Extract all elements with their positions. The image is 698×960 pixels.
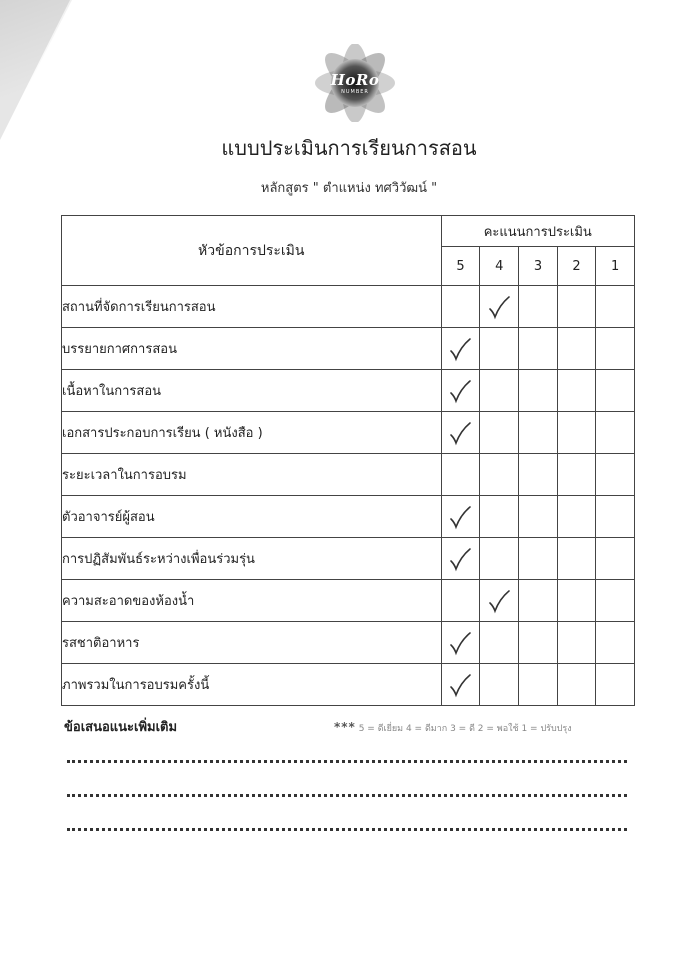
score-cell-4[interactable] (480, 538, 519, 580)
score-cell-1[interactable] (596, 370, 635, 412)
evaluation-item-label: ความสะอาดของห้องน้ำ (62, 580, 442, 622)
table-row (62, 412, 635, 454)
score-cell-4[interactable] (480, 328, 519, 370)
table-row (62, 454, 635, 496)
score-cell-4[interactable] (480, 622, 519, 664)
table-row (62, 538, 635, 580)
table-row (62, 370, 635, 412)
checkmark-icon (447, 630, 473, 656)
score-cell-5[interactable] (441, 454, 480, 496)
evaluation-item-label: สถานที่จัดการเรียนการสอน (62, 286, 442, 328)
score-column-2: 2 (557, 247, 596, 286)
evaluation-table (61, 215, 635, 706)
score-cell-5[interactable] (441, 580, 480, 622)
topic-column-header: หัวข้อการประเมิน (62, 216, 442, 286)
legend-stars: *** (334, 720, 356, 734)
score-cell-2[interactable] (557, 328, 596, 370)
table-row (62, 622, 635, 664)
logo-text: HoRo (330, 71, 380, 89)
score-cell-2[interactable] (557, 496, 596, 538)
score-cell-2[interactable] (557, 412, 596, 454)
score-cell-1[interactable] (596, 538, 635, 580)
score-cell-3[interactable] (519, 580, 558, 622)
score-cell-2[interactable] (557, 580, 596, 622)
score-cell-2[interactable] (557, 370, 596, 412)
remarks-line-1 (67, 760, 627, 763)
evaluation-item-label: ระยะเวลาในการอบรม (62, 454, 442, 496)
score-cell-3[interactable] (519, 286, 558, 328)
score-column-5: 5 (441, 247, 480, 286)
table-row (62, 664, 635, 706)
score-cell-2[interactable] (557, 622, 596, 664)
score-cell-5[interactable] (441, 286, 480, 328)
table-row (62, 580, 635, 622)
evaluation-item-label: การปฏิสัมพันธ์ระหว่างเพื่อนร่วมรุ่น (62, 538, 442, 580)
score-cell-4[interactable] (480, 580, 519, 622)
score-legend (334, 720, 572, 735)
table-row (62, 496, 635, 538)
score-cell-4[interactable] (480, 664, 519, 706)
score-cell-3[interactable] (519, 538, 558, 580)
score-cell-4[interactable] (480, 370, 519, 412)
score-cell-4[interactable] (480, 412, 519, 454)
checkmark-icon (447, 420, 473, 446)
score-cell-4[interactable] (480, 286, 519, 328)
score-cell-3[interactable] (519, 664, 558, 706)
evaluation-item-label: ภาพรวมในการอบรมครั้งนี้ (62, 664, 442, 706)
score-column-1: 1 (596, 247, 635, 286)
checkmark-icon (447, 336, 473, 362)
score-cell-5[interactable] (441, 328, 480, 370)
logo-subtext: NUMBER (341, 89, 369, 95)
legend-text: 5 = ดีเยี่ยม 4 = ดีมาก 3 = ดี 2 = พอใช้ 1 = ปรับปรุง (358, 724, 572, 734)
score-cell-1[interactable] (596, 580, 635, 622)
table-row (62, 286, 635, 328)
checkmark-icon (447, 672, 473, 698)
score-cell-2[interactable] (557, 454, 596, 496)
score-cell-3[interactable] (519, 370, 558, 412)
score-cell-1[interactable] (596, 328, 635, 370)
score-cell-3[interactable] (519, 412, 558, 454)
score-column-3: 3 (519, 247, 558, 286)
table-row (62, 328, 635, 370)
remarks-line-2 (67, 794, 627, 797)
checkmark-icon (486, 294, 512, 320)
remarks-label: ข้อเสนอแนะเพิ่มเติม (64, 720, 178, 735)
evaluation-item-label: บรรยายกาศการสอน (62, 328, 442, 370)
score-cell-2[interactable] (557, 538, 596, 580)
checkmark-icon (447, 504, 473, 530)
score-cell-5[interactable] (441, 496, 480, 538)
score-cell-1[interactable] (596, 286, 635, 328)
horo-number-logo (313, 44, 397, 122)
score-column-4: 4 (480, 247, 519, 286)
score-cell-2[interactable] (557, 664, 596, 706)
score-cell-1[interactable] (596, 412, 635, 454)
evaluation-item-label: เนื้อหาในการสอน (62, 370, 442, 412)
checkmark-icon (447, 378, 473, 404)
score-cell-3[interactable] (519, 496, 558, 538)
score-cell-3[interactable] (519, 622, 558, 664)
score-cell-5[interactable] (441, 538, 480, 580)
score-cell-3[interactable] (519, 328, 558, 370)
evaluation-item-label: ตัวอาจารย์ผู้สอน (62, 496, 442, 538)
score-cell-1[interactable] (596, 664, 635, 706)
score-cell-3[interactable] (519, 454, 558, 496)
score-cell-5[interactable] (441, 370, 480, 412)
score-cell-5[interactable] (441, 412, 480, 454)
score-cell-2[interactable] (557, 286, 596, 328)
score-column-header: คะแนนการประเมิน (441, 216, 634, 247)
course-subtitle: หลักสูตร " ตำแหน่ง ทศวิวัฒน์ " (260, 181, 438, 196)
score-cell-5[interactable] (441, 664, 480, 706)
score-cell-1[interactable] (596, 454, 635, 496)
checkmark-icon (486, 588, 512, 614)
score-cell-5[interactable] (441, 622, 480, 664)
document-title: แบบประเมินการเรียนการสอน (221, 136, 477, 160)
score-cell-4[interactable] (480, 454, 519, 496)
score-cell-4[interactable] (480, 496, 519, 538)
remarks-line-3 (67, 828, 627, 831)
score-cell-1[interactable] (596, 622, 635, 664)
evaluation-item-label: เอกสารประกอบการเรียน ( หนังสือ ) (62, 412, 442, 454)
evaluation-item-label: รสชาติอาหาร (62, 622, 442, 664)
checkmark-icon (447, 546, 473, 572)
score-cell-1[interactable] (596, 496, 635, 538)
